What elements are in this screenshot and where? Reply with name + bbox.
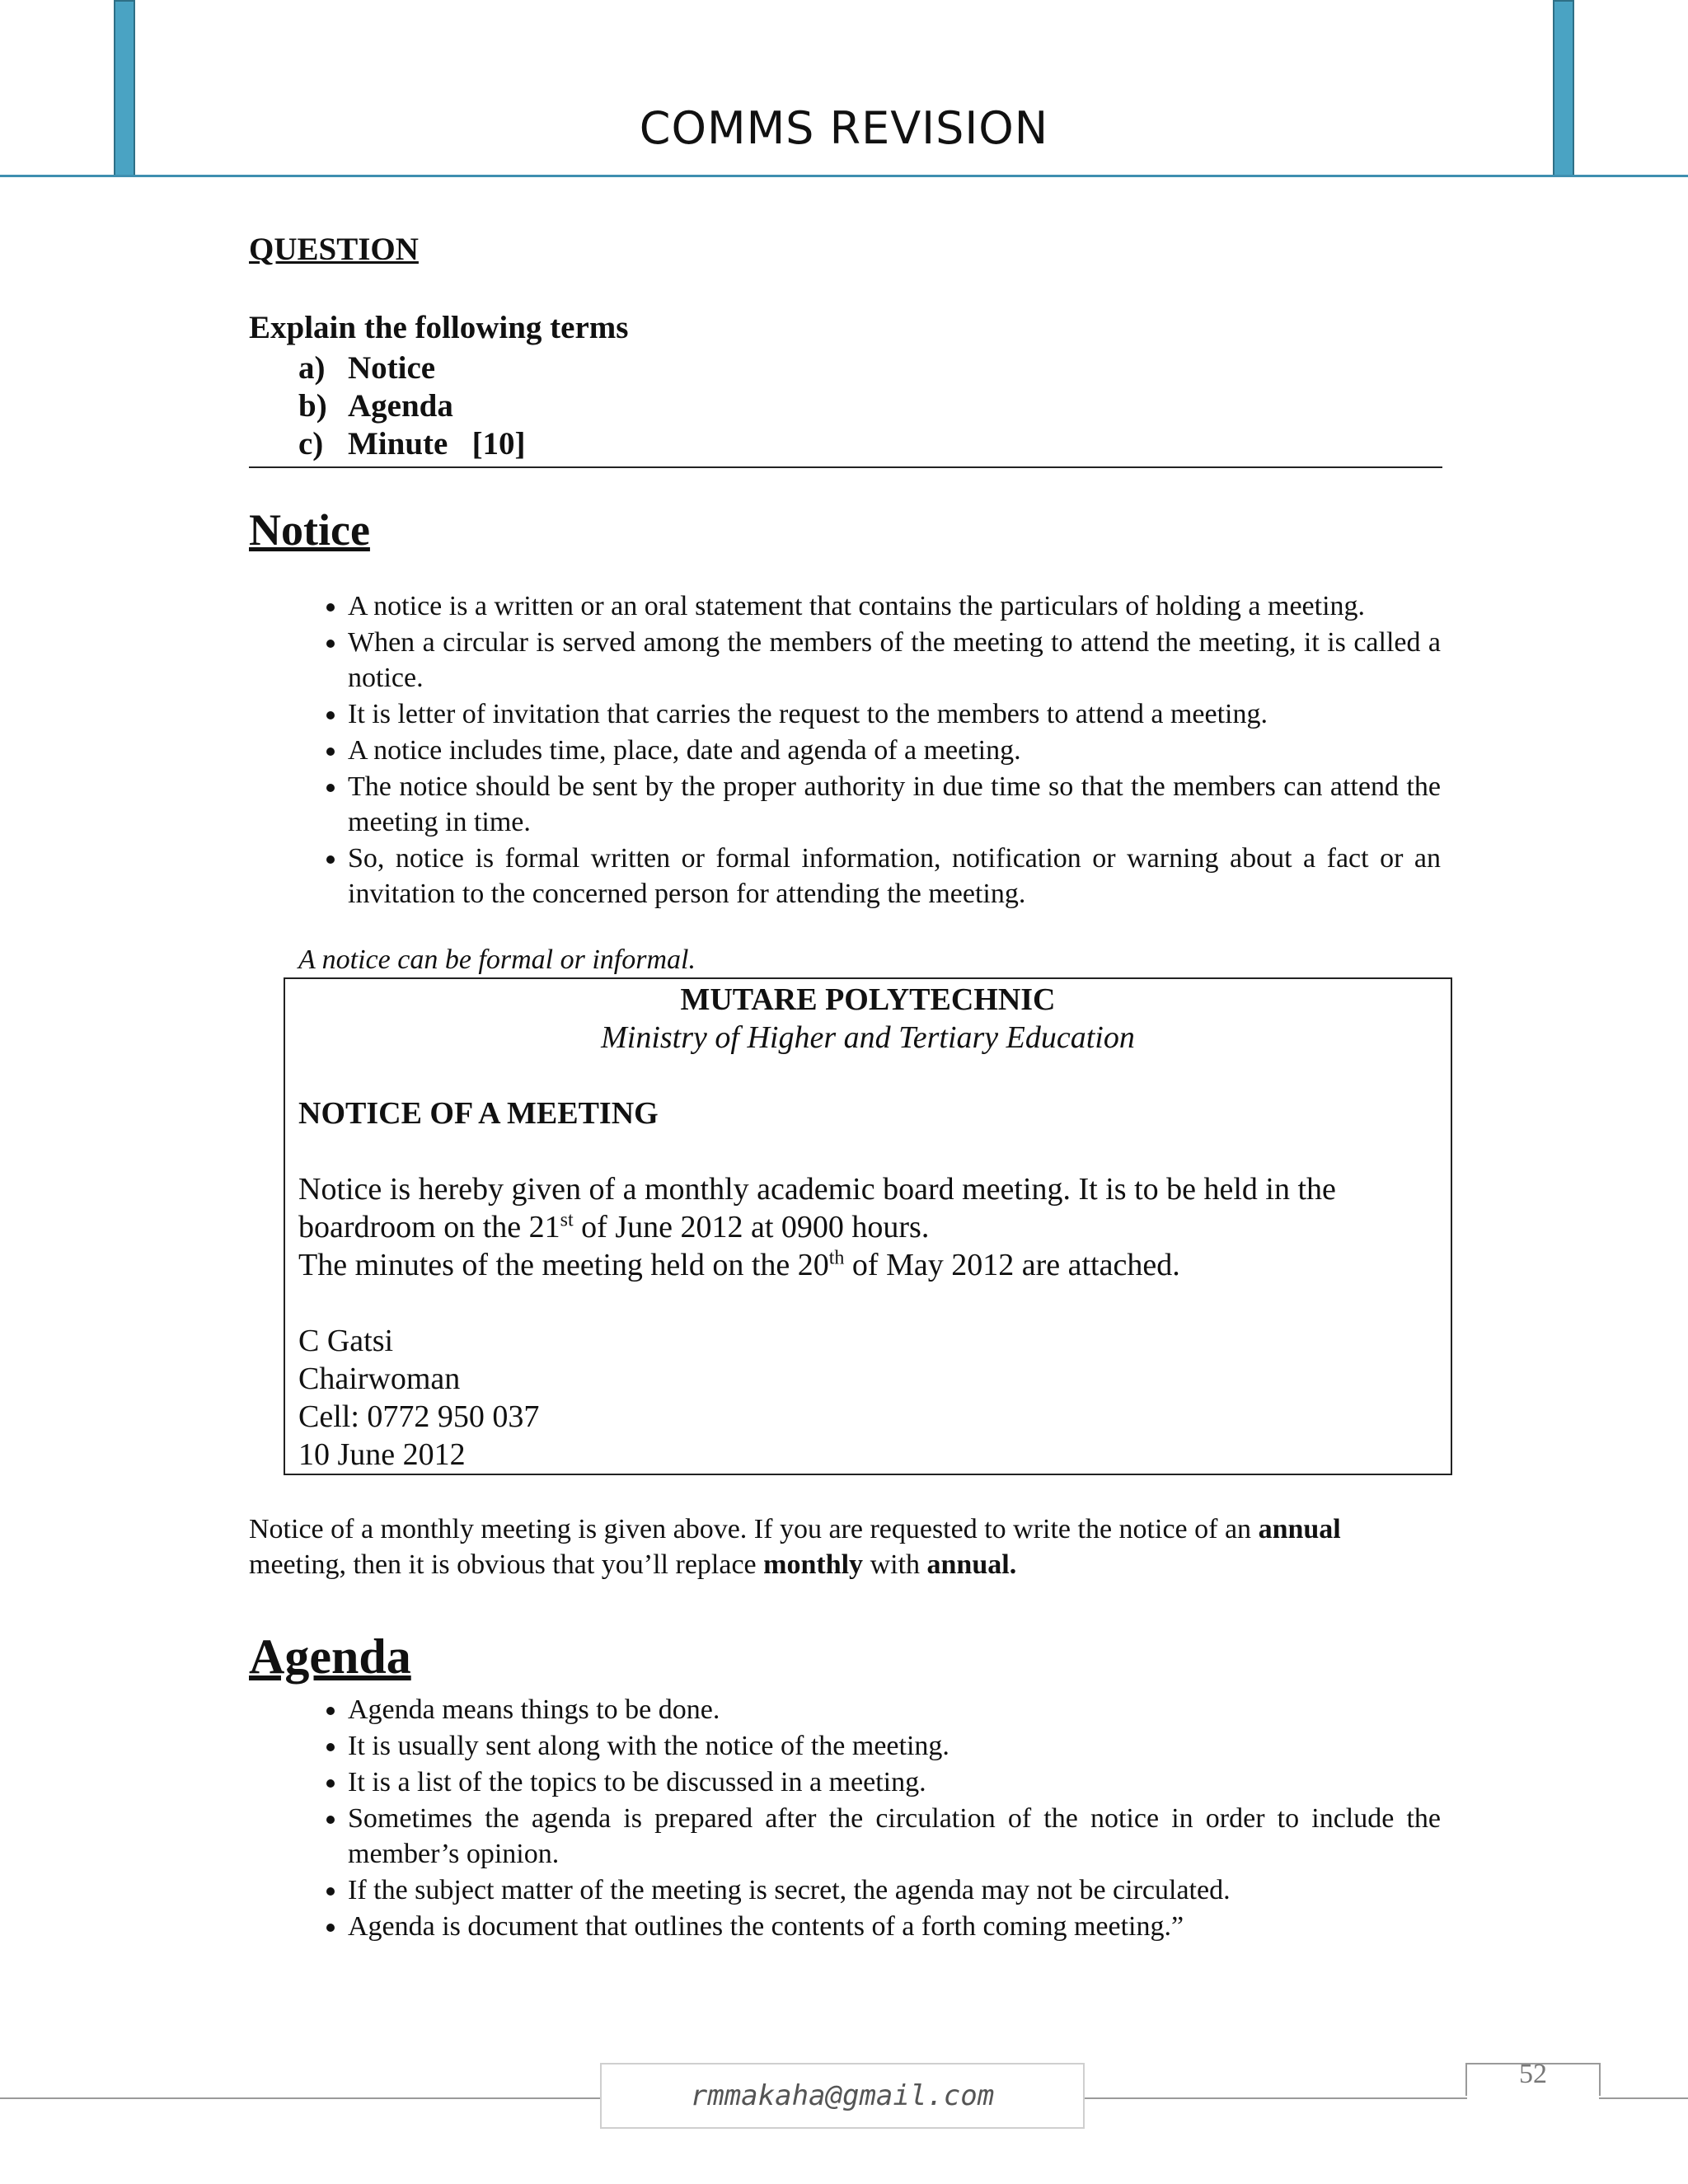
notice-date: 10 June 2012 (298, 1437, 466, 1472)
signatory-cell: Cell: 0772 950 037 (298, 1399, 540, 1434)
page-number: 52 (1465, 2063, 1601, 2096)
list-item: • It is a list of the topics to be discussed in a meeting. (348, 1765, 1441, 1800)
list-item: • Agenda means things to be done. (348, 1692, 1441, 1727)
signatory-role: Chairwoman (298, 1361, 461, 1396)
list-item: • Agenda is document that outlines the contents of a forth coming meeting.” (348, 1909, 1441, 1944)
footer-email: rmmakaha@gmail.com (600, 2063, 1085, 2129)
list-item: • A notice includes time, place, date and agenda of a meeting. (348, 733, 1441, 768)
footer-rule-middle (1083, 2097, 1467, 2099)
notice-heading: Notice (249, 505, 370, 555)
page-header-title: COMMS REVISION (639, 102, 1049, 154)
footer-rule-right (1599, 2097, 1688, 2099)
list-item: • A notice is a written or an oral statement that contains the particulars of holding a meeting. (348, 588, 1441, 624)
terms-list (249, 349, 1441, 463)
footer-rule-left (0, 2097, 602, 2099)
notice-note: A notice can be formal or informal. (298, 944, 696, 975)
question-label: QUESTION (249, 232, 419, 267)
list-item: • So, notice is formal written or formal information, notification or warning about a fact or an invitation to the concerned person for attending the meeting. (348, 841, 1441, 912)
term-item: b) Agenda (298, 388, 453, 424)
agenda-bullets (249, 1692, 1441, 1944)
notice-bullets (249, 588, 1441, 912)
notice-body: Notice is hereby given of a monthly academic board meeting. It is to be held in the boardroom on the 21st of June 2012 at 0900 hours. The minutes of the meeting held on the 20th of May 2012 are attached. (298, 1172, 1336, 1282)
signatory-name: C Gatsi (298, 1324, 394, 1358)
list-item: • If the subject matter of the meeting is secret, the agenda may not be circulated. (348, 1872, 1441, 1908)
list-item: • It is usually sent along with the notice of the meeting. (348, 1728, 1441, 1764)
question-divider (249, 466, 1442, 468)
list-item: • The notice should be sent by the proper authority in due time so that the members can attend the meeting in time. (348, 769, 1441, 840)
term-item: a) Notice (298, 350, 436, 386)
notice-box-heading: NOTICE OF A MEETING (298, 1096, 659, 1131)
explanation-paragraph: Notice of a monthly meeting is given above. If you are requested to write the notice of an annual meeting, then it is obvious that you’ll replace monthly with annual. (249, 1514, 1341, 1580)
notice-org-name: MUTARE POLYTECHNIC (680, 982, 1056, 1017)
page-content (249, 231, 1441, 1945)
notice-signature (298, 1322, 1437, 1474)
list-item: • When a circular is served among the members of the meeting to attend the meeting, it is called a notice. (348, 625, 1441, 696)
sample-notice-box (284, 977, 1452, 1475)
question-prompt: Explain the following terms (249, 310, 629, 345)
list-item: • Sometimes the agenda is prepared after the circulation of the notice in order to include the member’s opinion. (348, 1801, 1441, 1872)
agenda-heading: Agenda (249, 1629, 411, 1684)
list-item: • It is letter of invitation that carries the request to the members to attend a meeting. (348, 696, 1441, 732)
notice-ministry: Ministry of Higher and Tertiary Education (601, 1020, 1135, 1055)
header-rule (0, 175, 1688, 177)
term-item: c) Minute [10] (298, 426, 526, 462)
